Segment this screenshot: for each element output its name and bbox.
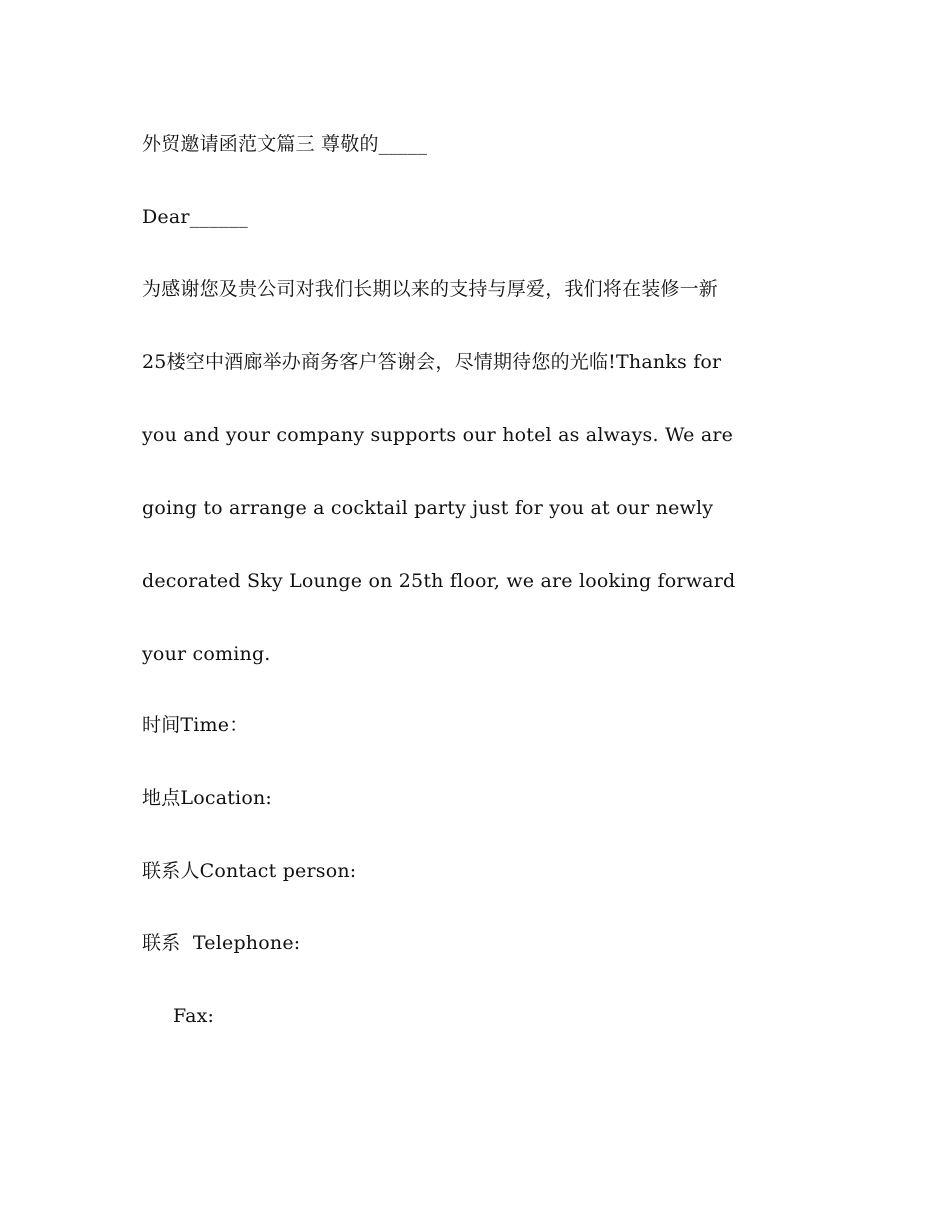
contact-person-field-label: 联系人Contact person: (142, 860, 357, 882)
body-line: 25楼空中酒廊举办商务客户答谢会，尽情期待您的光临!Thanks for (142, 351, 722, 373)
telephone-field-label: 联系 Telephone: (142, 932, 301, 954)
body-line: 为感谢您及贵公司对我们长期以来的支持与厚爱，我们将在装修一新 (142, 278, 719, 300)
location-field-label: 地点Location: (142, 787, 273, 809)
body-line: your coming. (142, 643, 271, 665)
time-field-label: 时间Time： (142, 714, 249, 736)
fax-field-label: Fax: (173, 1005, 215, 1027)
body-line: going to arrange a cocktail party just for you at our newly (142, 497, 714, 519)
letter-title: 外贸邀请函范文篇三 尊敬的_____ (142, 133, 428, 155)
salutation: Dear______ (142, 206, 248, 228)
body-line: you and your company supports our hotel as always. We are (142, 424, 734, 446)
body-line: decorated Sky Lounge on 25th floor, we are looking forward (142, 570, 736, 592)
